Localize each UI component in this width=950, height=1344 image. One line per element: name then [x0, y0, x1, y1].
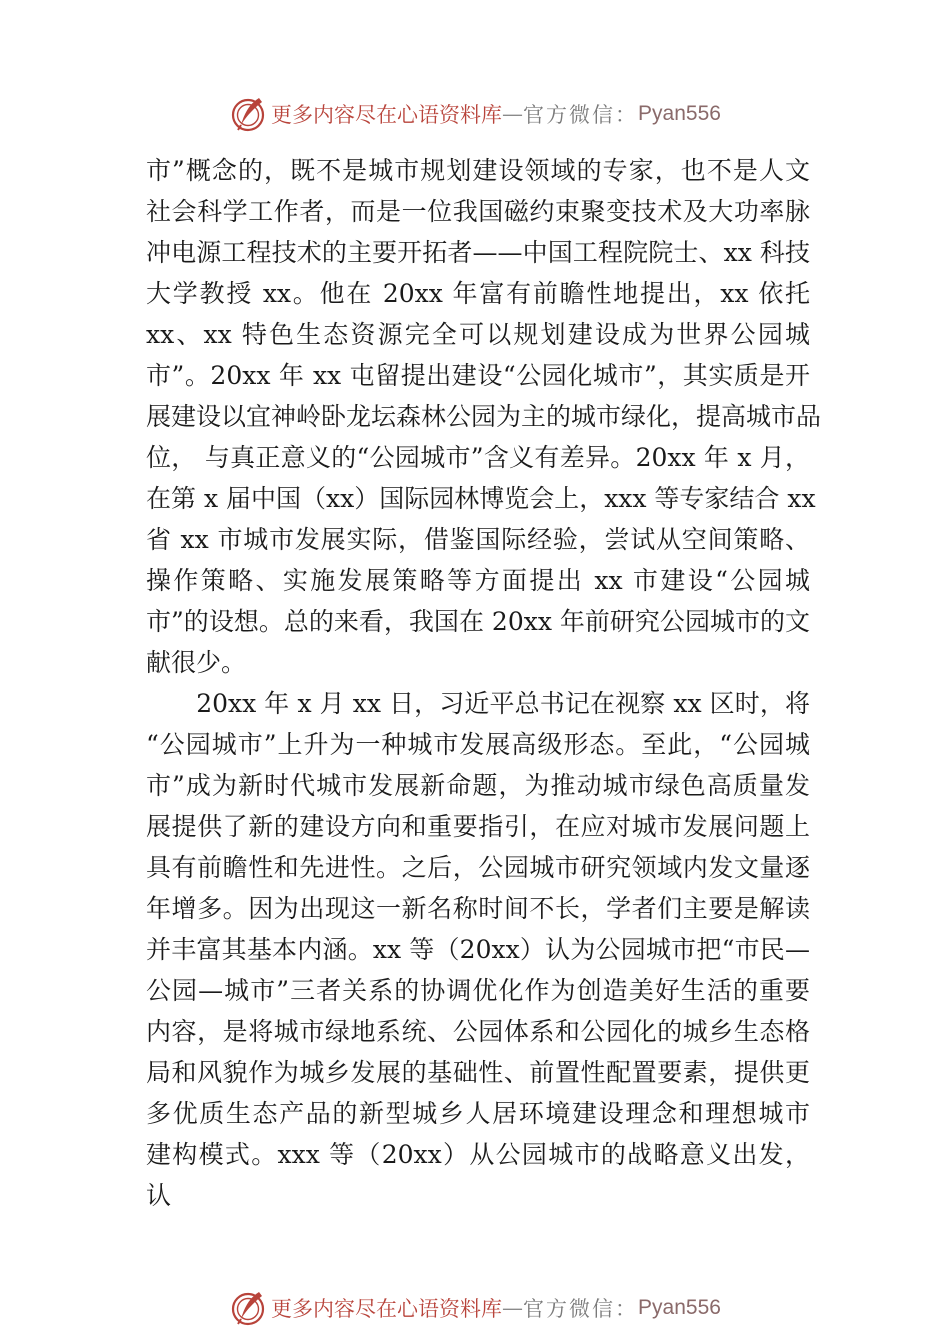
text-line: 展提供了新的建设方向和重要指引，在应对城市发展问题上: [146, 812, 810, 841]
text-line: xx、xx 特色生态资源完全可以规划建设成为世界公园城: [146, 320, 810, 349]
text-line: 局和风貌作为城乡发展的基础性、前置性配置要素，提供更: [146, 1058, 810, 1087]
watermark-wechat-id: Pyan556: [638, 102, 721, 125]
quill-logo-icon: [229, 95, 267, 133]
text-line: 内容，是将城市绿地系统、公园体系和公园化的城乡生态格: [146, 1017, 810, 1046]
watermark-brand: 更多内容尽在心语资料库: [271, 1297, 503, 1321]
text-line: 操作策略、实施发展策略等方面提出 xx 市建设“公园城: [146, 566, 810, 595]
quill-logo-icon: [229, 1289, 267, 1327]
watermark-brand: 更多内容尽在心语资料库: [271, 103, 503, 127]
text-line: “公园城市”上升为一种城市发展高级形态。至此，“公园城: [146, 730, 810, 759]
text-line: 社会科学工作者，而是一位我国磁约束聚变技术及大功率脉: [146, 197, 810, 226]
text-line: 具有前瞻性和先进性。之后，公园城市研究领域内发文量逐: [146, 853, 810, 882]
text-line: 认: [146, 1181, 172, 1210]
watermark-wechat-id: Pyan556: [638, 1296, 721, 1319]
text-line: 建构模式。xxx 等（20xx）从公园城市的战略意义出发，: [146, 1140, 810, 1169]
text-line: 市”的设想。总的来看，我国在 20xx 年前研究公园城市的文: [146, 607, 810, 636]
text-line: 多优质生态产品的新型城乡人居环境建设理念和理想城市: [146, 1099, 810, 1128]
text-line: 冲电源工程技术的主要开拓者——中国工程院院士、xx 科技: [146, 238, 810, 267]
text-line: 位， 与真正意义的“公园城市”含义有差异。20xx 年 x 月，: [146, 443, 810, 472]
text-line: 年增多。因为出现这一新名称时间不长，学者们主要是解读: [146, 894, 810, 923]
text-line: 献很少。: [146, 648, 247, 677]
text-line: 市”。20xx 年 xx 屯留提出建设“公园化城市”，其实质是开: [146, 361, 810, 390]
text-line: 市”概念的，既不是城市规划建设领域的专家，也不是人文: [146, 156, 810, 185]
watermark-official: 官方微信：: [523, 1297, 639, 1321]
text-line: 公园—城市”三者关系的协调优化作为创造美好生活的重要: [146, 976, 810, 1005]
footer-watermark: [0, 1286, 950, 1330]
document-body: [146, 150, 822, 1216]
text-line: 并丰富其基本内涵。xx 等（20xx）认为公园城市把“市民—: [146, 935, 810, 964]
text-line: 省 xx 市城市发展实际，借鉴国际经验，尝试从空间策略、: [146, 525, 810, 554]
text-line: 在第 x 届中国（xx）国际园林博览会上，xxx 等专家结合 xx: [146, 484, 816, 513]
watermark-separator: —: [502, 102, 524, 126]
watermark-official: 官方微信：: [523, 103, 639, 127]
text-line: 展建设以宜神岭卧龙坛森林公园为主的城市绿化，提高城市品: [146, 402, 822, 431]
text-line: 市”成为新时代城市发展新命题，为推动城市绿色高质量发: [146, 771, 810, 800]
text-line: 20xx 年 x 月 xx 日，习近平总书记在视察 xx 区时，将: [146, 689, 810, 718]
text-line: 大学教授 xx。他在 20xx 年富有前瞻性地提出，xx 依托: [146, 279, 810, 308]
watermark-separator: —: [502, 1296, 524, 1320]
header-watermark: [0, 92, 950, 136]
